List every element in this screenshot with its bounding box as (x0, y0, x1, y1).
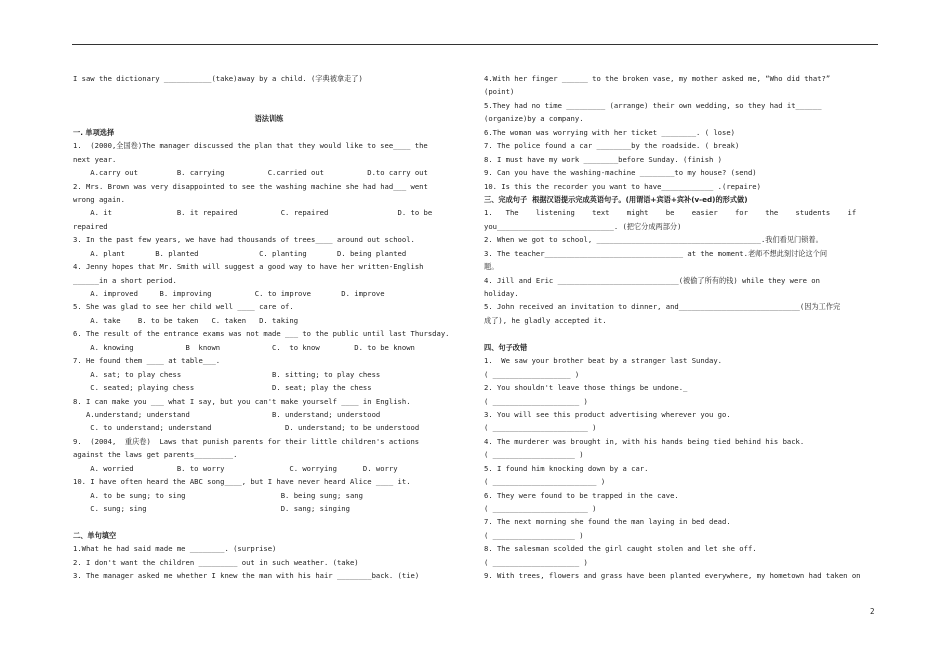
answer-blank: ( ____________________ ) (484, 557, 588, 567)
options-line: C. seated; playing chess D. seat; play the chess (73, 383, 372, 393)
question-line: ______in a short period. (73, 275, 177, 285)
question-line: 1.What he had said made me ________. (surprise) (73, 544, 277, 554)
options-line: C. to understand; understand D. understand; to be understood (73, 423, 420, 433)
question-line: 5. She was glad to see her child well ____ care of. (73, 302, 294, 312)
options-line: A.understand; understand B. understand; understood (73, 409, 381, 419)
question-line: 10. Is this the recorder you want to have____________ .(repaire) (484, 181, 761, 191)
question-line: against the laws get parents_________. (73, 450, 238, 460)
question-line: 6. They were found to be trapped in the cave. (484, 490, 679, 500)
question-line: 8. I can make you ___ what I say, but you can't make yourself ____ in English. (73, 396, 411, 406)
question-line: 2. Mrs. Brown was very disappointed to see the washing machine she had had___ went (73, 181, 428, 191)
options-line: A.carry out B. carrying C.carried out D.to carry out (73, 168, 428, 178)
question-line: holiday. (484, 289, 519, 298)
question-line: 6.The woman was worrying with her ticket ________. ( lose) (484, 127, 735, 137)
options-line: A. it B. it repaired C. repaired D. to be (73, 208, 433, 218)
question-line: (organize)by a company. (484, 114, 584, 124)
left-column (73, 72, 465, 583)
question-line: 3. The teacher________________________________ at the moment.老师不想此刻讨论这个问 (484, 248, 828, 258)
options-line: A. sat; to play chess B. sitting; to play chess (73, 369, 381, 379)
section-heading-fill-blank: 二、单句填空 (73, 530, 117, 540)
question-line: 10. I have often heard the ABC song____, but I have never heard Alice ____ it. (73, 477, 411, 487)
question-line: 2. I don't want the children _________ out in such weather. (take) (73, 557, 359, 567)
question-line: 5. I found him knocking down by a car. (484, 463, 649, 473)
question-line: 4. Jill and Eric ____________________________(被偷了所有的钱) while they were on (484, 275, 820, 285)
question-line: 成了), he gladly accepted it. (484, 315, 607, 325)
header-rule (72, 44, 878, 45)
answer-blank: ( ____________________ ) (484, 396, 588, 406)
question-line: 9. With trees, flowers and grass have been planted everywhere, my hometown had taken on (484, 571, 861, 581)
answer-blank: ( ______________________ ) (484, 423, 597, 433)
options-line: C. sung; sing D. sang; singing (73, 504, 350, 513)
spacer (73, 99, 465, 112)
answer-blank: ( ___________________ ) (484, 530, 584, 540)
question-line: you___________________________. (把它分成两部分) (484, 221, 682, 231)
question-line: 8. I must have my work ________before Sunday. (finish ) (484, 154, 722, 164)
answer-blank: ( ______________________ ) (484, 504, 597, 513)
options-line: repaired (73, 221, 108, 231)
question-line: 5.They had no time _________ (arrange) their own wedding, so they had it______ (484, 100, 822, 110)
question-line: 7. The next morning she found the man laying in bed dead. (484, 517, 731, 527)
question-line: 9. (2004, 重庆卷) Laws that punish parents for their little children's actions (73, 436, 420, 446)
section-heading-error-correction: 四、句子改错 (484, 342, 528, 352)
question-line: (point) (484, 87, 515, 97)
spacer (73, 85, 465, 98)
options-line: A. knowing B known C. to know D. to be known (73, 342, 415, 352)
options-line: A. take B. to be taken C. taken D. taking (73, 315, 299, 325)
answer-blank: ( __________________ ) (484, 369, 580, 379)
right-column (484, 72, 876, 583)
spacer (484, 327, 876, 340)
options-line: A. plant B. planted C. planting D. being planted (73, 248, 407, 258)
question-line: 1. (2000,全国卷)The manager discussed the plan that they would like to see____ the (73, 141, 428, 151)
page-number: 2 (870, 607, 875, 616)
question-line: 6. The result of the entrance exams was not made ___ to the public until last Thursday. (73, 329, 450, 339)
question-line: 4. Jenny hopes that Mr. Smith will suggest a good way to have her written-English (73, 262, 424, 272)
question-line: 4. The murderer was brought in, with his hands being tied behind his back. (484, 436, 805, 446)
question-line: 7. The police found a car ________by the roadside. ( break) (484, 141, 740, 151)
section-heading-single-choice: 一. 单项选择 (73, 127, 115, 137)
question-line: 9. Can you have the washing-machine ________to my house? (send) (484, 168, 757, 178)
question-line: 2. When we got to school, ______________________________________.我们看见门锁着。 (484, 235, 823, 245)
spacer (73, 515, 465, 528)
section-heading-complete-sentences: 三、完成句子 根据汉语提示完成英语句子。(用谓语+宾语+宾补(v-ed)的形式做) (484, 194, 748, 204)
section-title: 语法训练 (254, 114, 284, 124)
question-line: 1. We saw your brother beat by a stranger last Sunday. (484, 356, 722, 366)
question-line: 3. The manager asked me whether I knew the man with his hair ________back. (tie) (73, 571, 420, 581)
options-line: A. improved B. improving C. to improve D. improve (73, 289, 385, 298)
question-line: 8. The salesman scolded the girl caught stolen and let she off. (484, 544, 757, 554)
intro-line: I saw the dictionary ___________(take)away by a child. (字典被拿走了) (73, 74, 363, 83)
answer-blank: ( ___________________ ) (484, 450, 584, 460)
options-line: A. to be sung; to sing B. being sung; sang (73, 490, 363, 500)
question-line: next year. (73, 154, 117, 164)
answer-blank: ( ________________________ ) (484, 477, 606, 487)
question-line: 2. You shouldn't leave those things be undone._ (484, 383, 688, 393)
options-line: A. worried B. to worry C. worrying D. worry (73, 463, 398, 473)
question-line: 1. The listening text might be easier for the students if (484, 208, 857, 218)
question-line: 题。 (484, 262, 499, 272)
question-line: 3. In the past few years, we have had thousands of trees____ around out school. (73, 235, 415, 245)
question-line: 7. He found them ____ at table___. (73, 356, 221, 366)
question-line: 5. John received an invitation to dinner, and____________________________(因为工作完 (484, 302, 841, 312)
question-line: 3. You will see this product advertising wherever you go. (484, 409, 731, 419)
question-line: 4.With her finger ______ to the broken vase, my mother asked me, “Who did that?” (484, 74, 831, 83)
question-line: wrong again. (73, 194, 125, 204)
